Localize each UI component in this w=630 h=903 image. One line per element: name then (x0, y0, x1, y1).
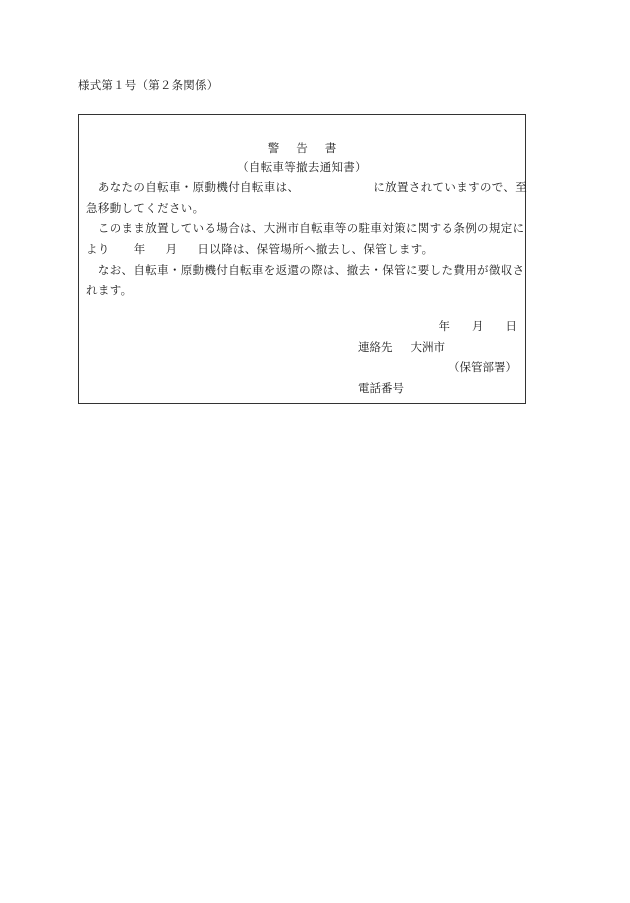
paragraph2-prefix: より (86, 242, 110, 256)
paragraph3-line1: なお、自転車・原動機付自転車を返還の際は、撤去・保管に要した費用が徴収さ (86, 263, 525, 277)
phone-label: 電話番号 (358, 381, 404, 395)
contact-name: 大洲市 (410, 340, 445, 354)
paragraph2-year-unit: 年 (133, 242, 146, 256)
contact-line (358, 342, 445, 354)
notice-box (78, 114, 526, 404)
issue-date (439, 321, 518, 333)
contact-label: 連絡先 (358, 340, 393, 354)
paragraph1-part2: に放置されていますので、至 (373, 180, 528, 194)
notice-subtitle: （自転車等撤去通知書） (237, 160, 367, 174)
department-label: （保管部署） (448, 360, 517, 374)
date-year-unit: 年 (438, 319, 450, 333)
paragraph3-line2: れます。 (86, 283, 133, 297)
notice-title: 警告書 (267, 141, 354, 155)
paragraph2-suffix: 日以降は、保管場所へ撤去し、保管します。 (197, 242, 434, 256)
form-number: 様式第１号（第２条関係） (78, 78, 219, 92)
paragraph1-line2: 急移動してください。 (86, 201, 205, 215)
paragraph2-line1: このまま放置している場合は、大洲市自転車等の駐車対策に関する条例の規定に (86, 221, 525, 235)
date-month-unit: 月 (472, 319, 484, 333)
paragraph2-line2 (86, 244, 434, 256)
paragraph1-line1 (86, 182, 527, 194)
paragraph2-month-unit: 月 (165, 242, 178, 256)
paragraph1-part1: あなたの自転車・原動機付自転車は、 (86, 180, 300, 194)
date-day-unit: 日 (505, 319, 517, 333)
